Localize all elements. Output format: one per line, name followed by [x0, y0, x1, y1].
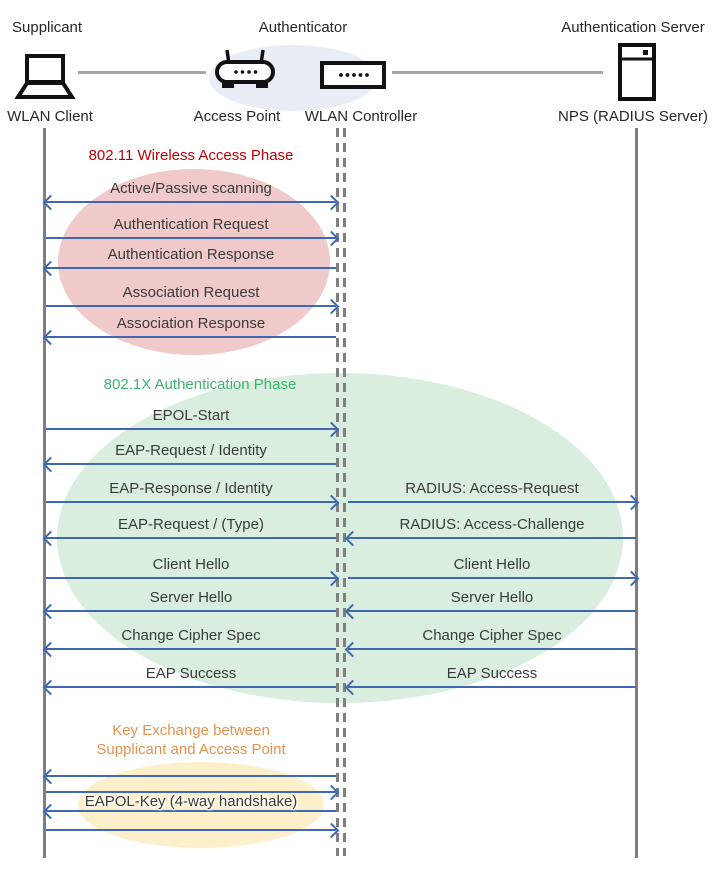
laptop-icon	[11, 53, 77, 101]
arrow-active-passive-scanning	[46, 201, 336, 203]
wlan-controller-icon	[320, 61, 386, 89]
phase3-title	[46, 721, 336, 759]
phase1-title: 802.11 Wireless Access Phase	[88, 147, 294, 164]
arrow-eap-request-identity	[46, 463, 336, 465]
label-association-request: Association Request	[122, 284, 260, 301]
arrow-radius-access-challenge	[348, 537, 636, 539]
arrow-radius-access-request	[348, 501, 636, 503]
connector-client-ap	[78, 71, 206, 74]
arrow-authentication-response	[46, 267, 336, 269]
label-eapol-key: EAPOL-Key (4-way handshake)	[84, 793, 298, 810]
device-access-point: Access Point	[193, 108, 281, 125]
arrow-eap-response-identity	[46, 501, 336, 503]
label-eap-request-type: EAP-Request / (Type)	[118, 516, 264, 533]
role-authenticator: Authenticator	[258, 19, 348, 36]
arrow-eap-success-left	[46, 686, 336, 688]
label-server-hello-left: Server Hello	[149, 589, 233, 606]
arrow-eap-success-right	[348, 686, 636, 688]
connector-controller-server	[392, 71, 603, 74]
device-wlan-controller: WLAN Controller	[304, 108, 418, 125]
phase2-title: 802.1X Authentication Phase	[103, 376, 297, 393]
lifeline-wlan-controller-right	[343, 128, 346, 856]
label-active-passive-scanning: Active/Passive scanning	[110, 180, 272, 197]
arrow-change-cipher-spec-left	[46, 648, 336, 650]
label-server-hello-right: Server Hello	[450, 589, 534, 606]
phase3-title-line2: Supplicant and Access Point	[96, 741, 286, 758]
label-eap-request-identity: EAP-Request / Identity	[115, 442, 267, 459]
arrow-epol-start	[46, 428, 336, 430]
label-eap-success-right: EAP Success	[446, 665, 538, 682]
label-eap-success-left: EAP Success	[145, 665, 237, 682]
arrow-client-hello-right	[348, 577, 636, 579]
phase3-title-line1: Key Exchange between	[112, 722, 270, 739]
arrow-server-hello-left	[46, 610, 336, 612]
arrow-authentication-request	[46, 237, 336, 239]
label-eap-response-identity: EAP-Response / Identity	[109, 480, 273, 497]
role-authentication-server: Authentication Server	[561, 19, 705, 36]
device-nps: NPS (RADIUS Server)	[557, 108, 709, 125]
arrow-association-response	[46, 336, 336, 338]
server-icon	[618, 43, 656, 101]
arrow-server-hello-right	[348, 610, 636, 612]
device-wlan-client: WLAN Client	[7, 108, 93, 125]
arrow-client-hello-left	[46, 577, 336, 579]
label-client-hello-left: Client Hello	[152, 556, 230, 573]
arrow-change-cipher-spec-right	[348, 648, 636, 650]
label-radius-access-challenge: RADIUS: Access-Challenge	[399, 516, 585, 533]
arrow-association-request	[46, 305, 336, 307]
arrow-eapol-key-1	[46, 775, 336, 777]
arrow-eap-request-type	[46, 537, 336, 539]
role-supplicant: Supplicant	[12, 19, 83, 36]
label-epol-start: EPOL-Start	[152, 407, 230, 424]
label-authentication-request: Authentication Request	[113, 216, 269, 233]
access-point-icon	[214, 48, 276, 92]
label-change-cipher-spec-right: Change Cipher Spec	[422, 627, 562, 644]
label-radius-access-request: RADIUS: Access-Request	[405, 480, 579, 497]
label-authentication-response: Authentication Response	[107, 246, 275, 263]
label-change-cipher-spec-left: Change Cipher Spec	[121, 627, 261, 644]
label-client-hello-right: Client Hello	[453, 556, 531, 573]
arrow-eapol-key-4	[46, 829, 336, 831]
label-association-response: Association Response	[116, 315, 266, 332]
